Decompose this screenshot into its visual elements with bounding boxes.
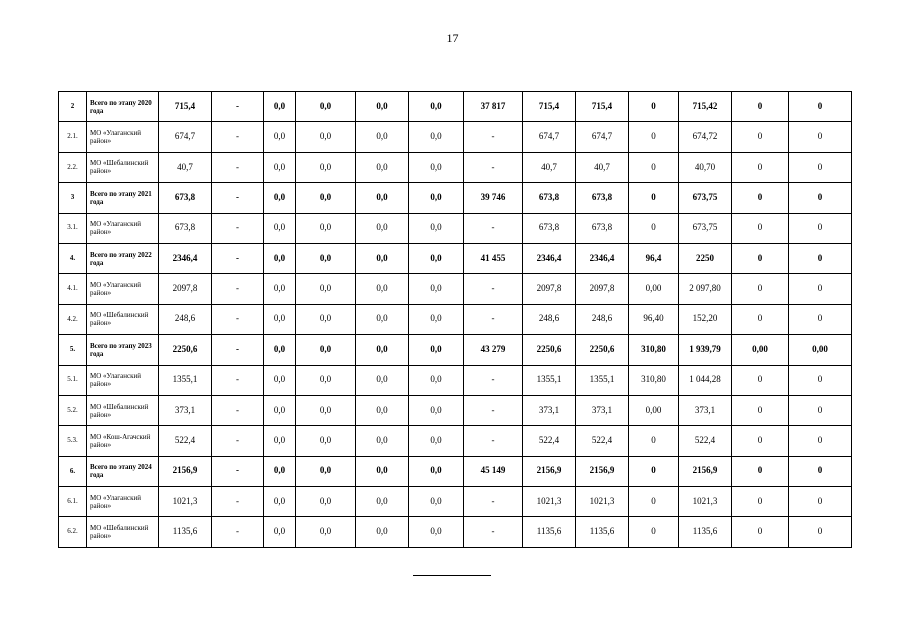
value-cell: 0,00	[732, 335, 789, 365]
value-cell: -	[212, 152, 264, 182]
value-cell: 0,0	[296, 487, 356, 517]
value-cell: -	[212, 243, 264, 273]
value-cell: 0,0	[296, 152, 356, 182]
value-cell: 0,0	[264, 92, 296, 122]
value-cell: 0	[789, 152, 852, 182]
row-name-cell: МО «Кош-Агачский район»	[87, 426, 159, 456]
budget-table	[58, 91, 852, 548]
value-cell: 715,4	[523, 92, 576, 122]
table-body	[59, 92, 852, 548]
value-cell: 40,7	[523, 152, 576, 182]
value-cell: 674,7	[523, 122, 576, 152]
table-row	[59, 152, 852, 182]
value-cell: 2156,9	[523, 456, 576, 486]
value-cell: -	[464, 365, 523, 395]
value-cell: 0,0	[264, 122, 296, 152]
value-cell: -	[464, 122, 523, 152]
value-cell: 673,8	[576, 183, 629, 213]
value-cell: 673,8	[523, 183, 576, 213]
row-number-cell: 3.1.	[59, 213, 87, 243]
value-cell: 1021,3	[679, 487, 732, 517]
value-cell: 0	[732, 152, 789, 182]
value-cell: 0,0	[264, 395, 296, 425]
row-name-cell: Всего по этапу 2020 года	[87, 92, 159, 122]
value-cell: 0,0	[356, 122, 409, 152]
value-cell: 1135,6	[523, 517, 576, 548]
value-cell: 0,0	[409, 304, 464, 334]
value-cell: 0,0	[264, 517, 296, 548]
value-cell: 2097,8	[159, 274, 212, 304]
value-cell: 40,7	[576, 152, 629, 182]
value-cell: 674,7	[576, 122, 629, 152]
value-cell: 373,1	[679, 395, 732, 425]
value-cell: 0,0	[356, 365, 409, 395]
table-row	[59, 213, 852, 243]
value-cell: 0,0	[356, 213, 409, 243]
value-cell: 0,0	[264, 456, 296, 486]
value-cell: 0	[789, 395, 852, 425]
value-cell: 0,0	[356, 395, 409, 425]
value-cell: 0,0	[296, 365, 356, 395]
value-cell: -	[464, 517, 523, 548]
value-cell: 0,0	[409, 426, 464, 456]
value-cell: 0,0	[409, 487, 464, 517]
value-cell: 0	[789, 243, 852, 273]
value-cell: 0,00	[629, 274, 679, 304]
value-cell: 0	[732, 183, 789, 213]
value-cell: -	[212, 335, 264, 365]
value-cell: 0	[732, 395, 789, 425]
table-row	[59, 365, 852, 395]
value-cell: 0,00	[629, 395, 679, 425]
value-cell: -	[464, 487, 523, 517]
value-cell: 0	[629, 152, 679, 182]
value-cell: 2346,4	[523, 243, 576, 273]
row-name-cell: МО «Улаганский район»	[87, 365, 159, 395]
value-cell: -	[212, 487, 264, 517]
row-name-cell: Всего по этапу 2023 года	[87, 335, 159, 365]
row-number-cell: 5.	[59, 335, 87, 365]
value-cell: 0,0	[409, 183, 464, 213]
value-cell: 0	[789, 183, 852, 213]
value-cell: 1135,6	[159, 517, 212, 548]
value-cell: 2250,6	[576, 335, 629, 365]
value-cell: 1355,1	[159, 365, 212, 395]
table-row-total	[59, 183, 852, 213]
row-name-cell: Всего по этапу 2024 года	[87, 456, 159, 486]
value-cell: 0,0	[264, 183, 296, 213]
value-cell: 715,42	[679, 92, 732, 122]
value-cell: -	[464, 395, 523, 425]
row-number-cell: 6.1.	[59, 487, 87, 517]
value-cell: 673,8	[159, 213, 212, 243]
table-row	[59, 426, 852, 456]
value-cell: 45 149	[464, 456, 523, 486]
value-cell: -	[212, 517, 264, 548]
table-row-total	[59, 92, 852, 122]
value-cell: 40,7	[159, 152, 212, 182]
value-cell: 673,8	[523, 213, 576, 243]
value-cell: 1021,3	[523, 487, 576, 517]
value-cell: -	[212, 304, 264, 334]
value-cell: 674,7	[159, 122, 212, 152]
row-name-cell: МО «Улаганский район»	[87, 122, 159, 152]
value-cell: 522,4	[159, 426, 212, 456]
value-cell: -	[212, 395, 264, 425]
value-cell: 0,0	[264, 365, 296, 395]
table-row-total	[59, 335, 852, 365]
value-cell: 2250	[679, 243, 732, 273]
value-cell: 1 044,28	[679, 365, 732, 395]
value-cell: -	[212, 92, 264, 122]
row-name-cell: Всего по этапу 2021 года	[87, 183, 159, 213]
value-cell: -	[212, 426, 264, 456]
row-name-cell: МО «Шебалинский район»	[87, 517, 159, 548]
value-cell: 0,0	[356, 426, 409, 456]
table-row-total	[59, 243, 852, 273]
value-cell: 0	[789, 92, 852, 122]
value-cell: 0	[629, 92, 679, 122]
value-cell: -	[464, 213, 523, 243]
value-cell: 1355,1	[576, 365, 629, 395]
value-cell: 0,0	[356, 274, 409, 304]
value-cell: 0,0	[264, 426, 296, 456]
value-cell: 0,0	[356, 517, 409, 548]
value-cell: 1355,1	[523, 365, 576, 395]
row-name-cell: МО «Шебалинский район»	[87, 152, 159, 182]
value-cell: 673,75	[679, 183, 732, 213]
value-cell: 0,0	[264, 152, 296, 182]
value-cell: 37 817	[464, 92, 523, 122]
value-cell: 0	[629, 122, 679, 152]
value-cell: 0	[732, 243, 789, 273]
value-cell: 1021,3	[159, 487, 212, 517]
value-cell: 0	[732, 304, 789, 334]
footer-divider	[413, 575, 491, 576]
row-name-cell: МО «Шебалинский район»	[87, 304, 159, 334]
value-cell: 0,0	[356, 183, 409, 213]
value-cell: 96,40	[629, 304, 679, 334]
table-row	[59, 517, 852, 548]
value-cell: 0	[732, 274, 789, 304]
value-cell: 715,4	[576, 92, 629, 122]
value-cell: 2 097,80	[679, 274, 732, 304]
value-cell: 0,0	[296, 456, 356, 486]
value-cell: 522,4	[523, 426, 576, 456]
value-cell: 39 746	[464, 183, 523, 213]
value-cell: 0,0	[296, 274, 356, 304]
row-number-cell: 5.1.	[59, 365, 87, 395]
value-cell: 0,0	[356, 335, 409, 365]
row-number-cell: 4.	[59, 243, 87, 273]
value-cell: 248,6	[523, 304, 576, 334]
value-cell: 0	[629, 183, 679, 213]
value-cell: 152,20	[679, 304, 732, 334]
value-cell: 0,0	[409, 456, 464, 486]
value-cell: 0	[629, 426, 679, 456]
value-cell: 1021,3	[576, 487, 629, 517]
value-cell: 2156,9	[159, 456, 212, 486]
value-cell: -	[212, 274, 264, 304]
value-cell: 0	[629, 456, 679, 486]
value-cell: 0,0	[409, 365, 464, 395]
value-cell: 0,0	[356, 243, 409, 273]
value-cell: 0	[732, 365, 789, 395]
value-cell: 0,0	[264, 243, 296, 273]
value-cell: 0,0	[409, 213, 464, 243]
value-cell: 673,8	[576, 213, 629, 243]
row-number-cell: 2.2.	[59, 152, 87, 182]
row-name-cell: Всего по этапу 2022 года	[87, 243, 159, 273]
value-cell: 0,0	[296, 213, 356, 243]
value-cell: 40,70	[679, 152, 732, 182]
value-cell: 373,1	[159, 395, 212, 425]
value-cell: -	[212, 213, 264, 243]
value-cell: 0,0	[409, 517, 464, 548]
value-cell: -	[212, 456, 264, 486]
value-cell: 1 939,79	[679, 335, 732, 365]
value-cell: 0	[732, 456, 789, 486]
value-cell: 0	[629, 213, 679, 243]
value-cell: 0,0	[264, 335, 296, 365]
value-cell: 0,0	[264, 213, 296, 243]
value-cell: 96,4	[629, 243, 679, 273]
value-cell: 2346,4	[159, 243, 212, 273]
value-cell: 0	[732, 517, 789, 548]
value-cell: 0,0	[296, 243, 356, 273]
value-cell: 0,0	[409, 152, 464, 182]
value-cell: 0,0	[264, 304, 296, 334]
value-cell: 0,0	[264, 274, 296, 304]
value-cell: 2097,8	[576, 274, 629, 304]
row-number-cell: 3	[59, 183, 87, 213]
value-cell: 373,1	[523, 395, 576, 425]
row-name-cell: МО «Улаганский район»	[87, 274, 159, 304]
value-cell: 0,0	[409, 122, 464, 152]
value-cell: 522,4	[679, 426, 732, 456]
value-cell: 0	[789, 487, 852, 517]
value-cell: 0,0	[296, 183, 356, 213]
value-cell: 0	[789, 456, 852, 486]
value-cell: 0,0	[409, 243, 464, 273]
table-row-total	[59, 456, 852, 486]
value-cell: 0	[789, 517, 852, 548]
value-cell: 248,6	[159, 304, 212, 334]
value-cell: 41 455	[464, 243, 523, 273]
value-cell: -	[464, 426, 523, 456]
value-cell: 1135,6	[576, 517, 629, 548]
value-cell: -	[212, 122, 264, 152]
value-cell: 248,6	[576, 304, 629, 334]
value-cell: 0,0	[356, 487, 409, 517]
value-cell: 310,80	[629, 365, 679, 395]
value-cell: 0,0	[409, 395, 464, 425]
value-cell: 0	[629, 487, 679, 517]
value-cell: 2250,6	[523, 335, 576, 365]
value-cell: 373,1	[576, 395, 629, 425]
row-number-cell: 6.	[59, 456, 87, 486]
value-cell: 522,4	[576, 426, 629, 456]
value-cell: 0	[732, 122, 789, 152]
value-cell: 0,00	[789, 335, 852, 365]
value-cell: 715,4	[159, 92, 212, 122]
row-number-cell: 4.2.	[59, 304, 87, 334]
value-cell: 0,0	[296, 335, 356, 365]
value-cell: 0,0	[356, 152, 409, 182]
page-number: 17	[446, 31, 459, 45]
value-cell: 2156,9	[576, 456, 629, 486]
value-cell: 0	[732, 213, 789, 243]
value-cell: -	[464, 152, 523, 182]
value-cell: 0,0	[296, 304, 356, 334]
value-cell: 0,0	[409, 92, 464, 122]
value-cell: 0,0	[296, 122, 356, 152]
row-name-cell: МО «Шебалинский район»	[87, 395, 159, 425]
value-cell: 310,80	[629, 335, 679, 365]
table-row	[59, 487, 852, 517]
value-cell: 0,0	[409, 274, 464, 304]
value-cell: 0,0	[356, 92, 409, 122]
value-cell: 0	[789, 213, 852, 243]
value-cell: 0,0	[356, 304, 409, 334]
value-cell: 0,0	[296, 92, 356, 122]
value-cell: 2097,8	[523, 274, 576, 304]
value-cell: 0,0	[264, 487, 296, 517]
value-cell: 0,0	[356, 456, 409, 486]
value-cell: 43 279	[464, 335, 523, 365]
table-row	[59, 395, 852, 425]
value-cell: 0	[732, 487, 789, 517]
value-cell: -	[212, 183, 264, 213]
value-cell: 2156,9	[679, 456, 732, 486]
value-cell: 2346,4	[576, 243, 629, 273]
value-cell: 0	[732, 92, 789, 122]
value-cell: 0	[732, 426, 789, 456]
value-cell: 0,0	[409, 335, 464, 365]
row-number-cell: 2.1.	[59, 122, 87, 152]
table-row	[59, 304, 852, 334]
value-cell: 1135,6	[679, 517, 732, 548]
value-cell: 2250,6	[159, 335, 212, 365]
value-cell: -	[212, 365, 264, 395]
value-cell: 0	[789, 304, 852, 334]
value-cell: 0,0	[296, 426, 356, 456]
value-cell: 0	[629, 517, 679, 548]
value-cell: 0	[789, 426, 852, 456]
row-number-cell: 6.2.	[59, 517, 87, 548]
row-name-cell: МО «Улаганский район»	[87, 487, 159, 517]
value-cell: -	[464, 304, 523, 334]
value-cell: -	[464, 274, 523, 304]
value-cell: 674,72	[679, 122, 732, 152]
row-name-cell: МО «Улаганский район»	[87, 213, 159, 243]
row-number-cell: 2	[59, 92, 87, 122]
row-number-cell: 5.3.	[59, 426, 87, 456]
value-cell: 0	[789, 274, 852, 304]
row-number-cell: 5.2.	[59, 395, 87, 425]
table-row	[59, 274, 852, 304]
value-cell: 673,75	[679, 213, 732, 243]
value-cell: 0	[789, 122, 852, 152]
table-row	[59, 122, 852, 152]
row-number-cell: 4.1.	[59, 274, 87, 304]
value-cell: 0,0	[296, 395, 356, 425]
value-cell: 0,0	[296, 517, 356, 548]
value-cell: 0	[789, 365, 852, 395]
value-cell: 673,8	[159, 183, 212, 213]
